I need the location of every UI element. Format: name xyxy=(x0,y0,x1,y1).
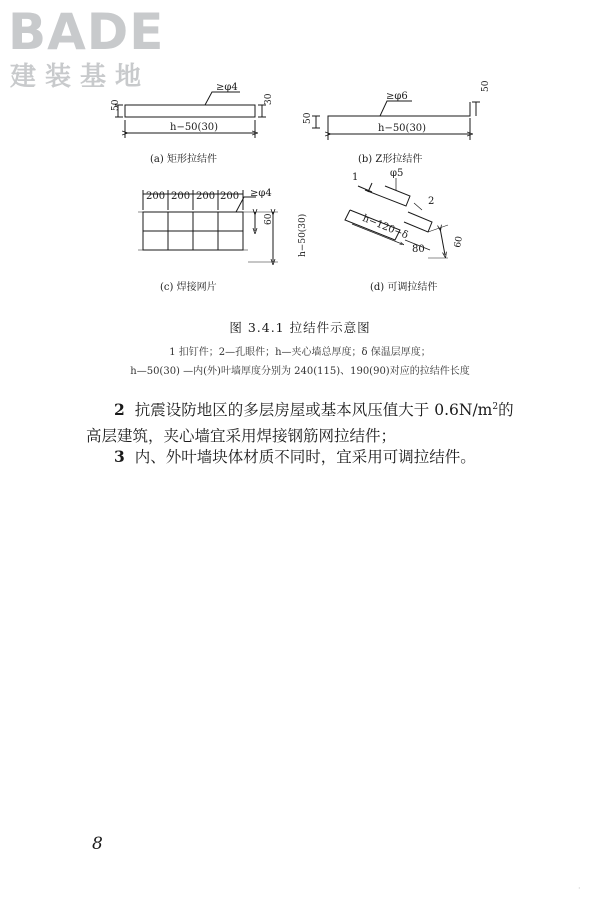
fig-c-spacing-4: 200 xyxy=(220,191,240,202)
logo-subtitle: 建装基地 xyxy=(10,62,151,92)
fig-c-length-label: h−50(30) xyxy=(298,213,308,257)
fig-b-dia-label: ≥φ6 xyxy=(386,91,408,102)
fig-c-dim-side: 60 xyxy=(264,213,274,225)
fig-a-length-label: h−50(30) xyxy=(170,122,219,133)
fig-d-label-2: 2 xyxy=(428,196,435,207)
paragraph-2-text-a: 抗震设防地区的多层房屋或基本风压值大于 0.6N/m xyxy=(134,401,493,420)
fig-d-dim-80: 80 xyxy=(412,244,425,255)
fig-c-spacing-3: 200 xyxy=(196,191,216,202)
fig-d-label-1: 1 xyxy=(352,172,359,183)
fig-a-dim-right: 30 xyxy=(264,93,274,105)
figure-title: 图 3.4.1 拉结件示意图 xyxy=(229,320,371,335)
figure-b-shape xyxy=(312,101,480,140)
tie-diagram xyxy=(0,0,600,310)
corner-mark: · xyxy=(578,884,581,893)
fig-d-caption: (d) 可调拉结件 xyxy=(370,282,438,293)
fig-b-caption: (b) Z形拉结件 xyxy=(358,154,423,165)
fig-b-length-label: h−50(30) xyxy=(378,123,427,134)
fig-b-dim-left: 50 xyxy=(303,112,313,124)
fig-c-dia-label: ≥φ4 xyxy=(250,188,272,199)
paragraph-2-superscript: 2 xyxy=(492,402,499,412)
paragraph-2-number: 2 xyxy=(114,400,125,420)
fig-a-dim-left: 50 xyxy=(111,99,121,111)
logo-brand: BADE xyxy=(8,3,165,61)
fig-a-dia-label: ≥φ4 xyxy=(216,82,238,93)
fig-a-caption: (a) 矩形拉结件 xyxy=(150,154,217,165)
paragraph-2-text-b: 的高层建筑，夹心墙宜采用焊接钢筋网拉结件； xyxy=(86,401,514,446)
fig-d-length-label: h−120−δ xyxy=(360,213,410,242)
fig-d-dim-60: 60 xyxy=(453,235,465,249)
fig-d-dia-label: φ5 xyxy=(390,168,404,179)
fig-b-dim-right: 50 xyxy=(481,80,491,92)
fig-c-spacing-1: 200 xyxy=(146,191,166,202)
fig-c-caption: (c) 焊接网片 xyxy=(160,282,217,293)
figure-note-2: h—50(30) —内(外)叶墙厚度分别为 240(115)、190(90)对应的拉结件长度 xyxy=(130,366,470,377)
page-number: 8 xyxy=(92,834,103,854)
paragraph-3-number: 3 xyxy=(114,447,125,466)
fig-c-spacing-2: 200 xyxy=(171,191,191,202)
paragraph-3-text: 内、外叶墙块体材质不同时，宜采用可调拉结件。 xyxy=(134,448,476,466)
figure-note-1: 1 扣钉件；2—孔眼件；h—夹心墙总厚度；δ 保温层厚度； xyxy=(169,347,431,358)
paragraph-3 xyxy=(86,444,526,470)
paragraph-2 xyxy=(86,394,526,449)
figure-d-shape xyxy=(345,178,448,258)
